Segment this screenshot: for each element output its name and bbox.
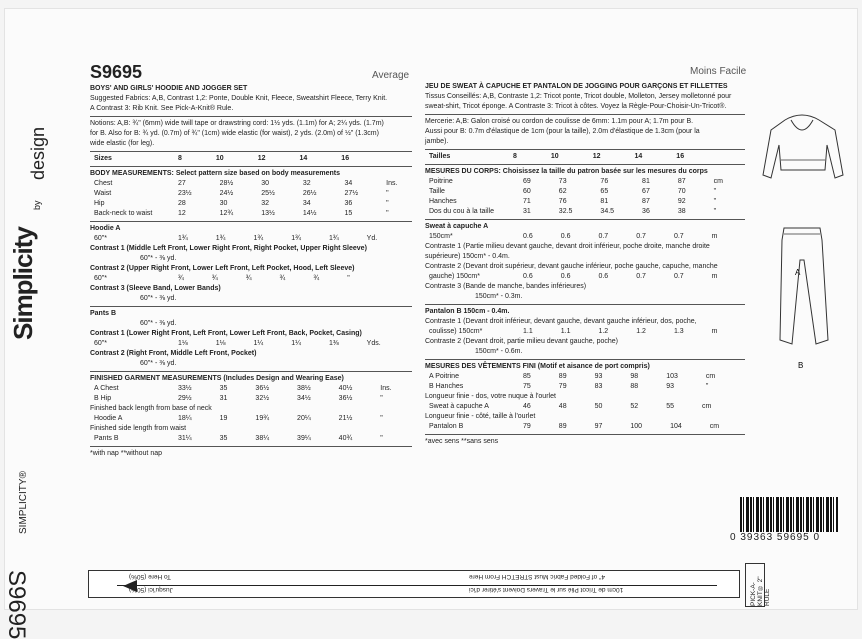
cell-value: 1¼ (291, 340, 301, 347)
cell-value: 0.7 (673, 273, 684, 280)
cell-value: 0.6 (598, 273, 609, 280)
cell-unit: " (713, 208, 717, 215)
cell-value: 13½ (261, 210, 275, 217)
back-length-label: Finished back length from base of neck (90, 405, 212, 412)
cell-value: 31 (523, 208, 531, 215)
row-label: Hoodie A (94, 415, 123, 422)
cell-value: 14½ (302, 210, 317, 217)
cell-value: 36 (344, 200, 353, 207)
cell-value: 40½ (338, 385, 353, 392)
row-label: B Hanches (429, 383, 464, 390)
contrast-2-pants-amount: 60"* - ⅜ yd. (140, 360, 177, 367)
table-row (425, 187, 727, 197)
fr-contrast-3b: 150cm* - 0.3m. (475, 293, 523, 300)
cell-value: 1.2 (598, 328, 609, 335)
taille-14: 14 (634, 153, 643, 160)
cell-value: 19¾ (255, 415, 270, 422)
french-notions: Mercerie: A,B: Galon croisé ou cordon de coulisse de 6mm: 1.1m pour A; 1.7m pour B. (425, 118, 694, 125)
french-nap-note: *avec sens **sans sens (425, 438, 499, 445)
fr-pant-contrast-1: Contraste 1 (Devant droit inférieur, devant gauche, devant gauche inférieur, dos, poche, (425, 318, 697, 325)
cell-value: 24½ (219, 190, 234, 197)
cell-value: 87 (677, 178, 686, 185)
cell-value: 70 (677, 188, 686, 195)
cell-unit: " (386, 190, 389, 197)
fr-contrast-1b: supérieure) 150cm* - 0.4m. (425, 253, 510, 260)
size-12: 12 (257, 155, 266, 162)
cell-value: 1⅜ (328, 340, 339, 347)
cell-value: 18¼ (178, 415, 192, 422)
cell-value: ¾ (313, 275, 320, 282)
table-row (425, 207, 727, 217)
cell-value: 85 (523, 373, 531, 380)
nap-note: *with nap **without nap (90, 450, 162, 457)
cell-value: ¾ (245, 275, 252, 282)
size-16: 16 (341, 155, 350, 162)
cell-value: 1⅛ (178, 340, 188, 347)
brand-small: SIMPLICITY® (18, 471, 29, 534)
pants-heading: Pants B (90, 310, 117, 317)
table-row (90, 274, 354, 284)
table-row (425, 177, 727, 187)
cell-unit: " (386, 210, 389, 217)
fr-pant-contrast-2b: 150cm* - 0.6m. (475, 348, 523, 355)
cell-value: ¾ (178, 275, 184, 282)
cell-value: 36½ (338, 395, 353, 402)
french-column (425, 82, 745, 447)
cell-value: 100 (630, 423, 643, 430)
cell-value: 1¾ (178, 235, 188, 242)
french-size-table (425, 152, 688, 162)
cell-value: 30 (261, 180, 270, 187)
fabrics-2: A Contrast 3: Rib Knit. See Pick-A-Knit® Rule. (90, 105, 234, 112)
cell-value: 40¾ (338, 435, 353, 442)
cell-value: ¾ (279, 275, 286, 282)
french-fabrics: Tissus Conseillés: A,B, Contraste 1,2: Tricot ponte, Tricot double, Molleton, Jersey molletonné pour (425, 93, 732, 100)
rule-label (745, 563, 771, 607)
cell-value: 0.6 (523, 233, 533, 240)
sizes-label: Sizes (94, 155, 112, 162)
cell-unit: m (711, 273, 718, 280)
french-body-head: MESURES DU CORPS: Choisissez la taille du patron basée sur les mesures du corps (425, 168, 708, 175)
table-row (90, 209, 401, 219)
taille-16: 16 (676, 153, 685, 160)
cell-value: 79 (523, 423, 531, 430)
cell-value: 1.1 (523, 328, 533, 335)
pick-a-knit-rule (88, 570, 740, 598)
table-row (90, 434, 387, 444)
row-label: Hip (94, 200, 105, 207)
cell-value: 81 (642, 178, 650, 185)
cell-value: 1¾ (291, 235, 301, 242)
brand-strip (3, 126, 58, 639)
cell-value: 36 (642, 208, 650, 215)
cell-value: 30 (219, 200, 228, 207)
barcode-number: 0 39363 59695 0 (730, 532, 821, 543)
sweat-heading: Sweat à capuche A (425, 223, 489, 230)
cell-value: 20¼ (297, 415, 311, 422)
cell-value: 55 (666, 403, 674, 410)
cell-value: 38½ (297, 385, 311, 392)
cell-value: ¾ (211, 275, 218, 282)
row-label: 60"* (94, 340, 107, 347)
french-notions-3: jambe). (425, 138, 449, 145)
cell-unit: Ins. (386, 180, 398, 187)
cell-unit: cm (705, 373, 716, 380)
barcode (740, 497, 838, 532)
row-label: Taille (429, 188, 445, 195)
cell-value: 32½ (255, 395, 270, 402)
cell-value: 31 (219, 395, 228, 402)
table-row (90, 414, 387, 424)
rule-to-here: To Here (50%) (129, 573, 171, 580)
cell-unit: " (386, 200, 389, 207)
cell-unit: m (711, 233, 718, 240)
row-label: Hanches (429, 198, 457, 205)
figure-a-label: A (795, 268, 801, 277)
cell-value: 28½ (219, 180, 234, 187)
row-label: Pants B (94, 435, 119, 442)
cell-value: 98 (630, 373, 639, 380)
cell-value: 93 (594, 373, 603, 380)
table-row (425, 422, 723, 432)
english-size-table (90, 154, 361, 164)
cell-value: 89 (558, 373, 567, 380)
brand-design: design (28, 126, 48, 180)
row-label: A Poitrine (429, 373, 459, 380)
cell-value: 33½ (178, 385, 192, 392)
cell-value: 1¾ (328, 235, 339, 242)
cell-value: 75 (523, 383, 531, 390)
table-row (90, 179, 401, 189)
fr-contrast-1: Contraste 1 (Partie milieu devant gauche, devant droit inférieur, poche droite, manche droite (425, 243, 710, 250)
cell-value: 34 (302, 200, 311, 207)
row-label: Dos du cou à la taille (429, 208, 494, 215)
cell-value: 28 (178, 200, 186, 207)
cell-value: 1⅛ (215, 340, 226, 347)
cell-unit: m (711, 328, 718, 335)
cell-unit: " (380, 395, 383, 402)
french-finished-head: MESURES DES VÊTEMENTS FINI (Motif et aisance de port compris) (425, 363, 650, 370)
cell-value: 104 (670, 423, 682, 430)
fr-contrast-2: Contraste 2 (Devant droit supérieur, devant gauche inférieur, poche gauche, capuche, manche (425, 263, 718, 270)
cell-value: 62 (558, 188, 567, 195)
pattern-number: S9695 (90, 62, 143, 82)
cell-value: 1¾ (215, 235, 226, 242)
row-label: Sweat à capuche A (429, 403, 489, 410)
cell-unit: Yd. (366, 235, 378, 242)
row-label: 60"* (94, 275, 107, 282)
row-label: B Hip (94, 395, 112, 402)
rule-label-text: PICK-A-KNIT® 2" RULE (750, 576, 771, 606)
table-row (425, 197, 727, 207)
row-label: gauche) 150cm* (429, 273, 480, 280)
cell-unit: Yds. (366, 340, 381, 347)
cell-value: 76 (600, 178, 609, 185)
contrast-1-pants: Contrast 1 (Lower Right Front, Left Front, Lower Left Front, Back, Pocket, Casing) (90, 330, 362, 337)
french-notions-2: Aussi pour B: 0.7m d'élastique de 1cm (pour la taille), 2.0m d'élastique de 1.3cm (pour la (425, 128, 700, 135)
cell-value: 0.7 (636, 233, 646, 240)
cell-unit: cm (713, 178, 723, 185)
cell-value: 38 (677, 208, 686, 215)
cell-value: 35 (219, 385, 228, 392)
rule-text-fr: 10cm de Tricot Plié sur le Travers Doivent s'étirer d'ici (469, 586, 624, 593)
table-row (425, 272, 722, 282)
cell-value: 0.7 (673, 233, 684, 240)
cell-value: 50 (594, 403, 603, 410)
cell-value: 67 (642, 188, 650, 195)
subtitle: BOYS' AND GIRLS' HOODIE AND JOGGER SET (90, 85, 248, 92)
table-row (90, 384, 396, 394)
cell-value: 27½ (344, 190, 359, 197)
notions-2: for B. Also for B: ¾ yd. (0.7m) of ¾" (1cm) wide elastic (for waist), 2 yds. (2.0m) of ½" (1.3cm) (90, 130, 379, 137)
row-label: Poitrine (429, 178, 453, 185)
cell-value: 12 (178, 210, 186, 217)
cell-value: 0.7 (636, 273, 646, 280)
cell-value: 32 (302, 180, 311, 187)
cell-value: 25½ (261, 190, 275, 197)
cell-value: 93 (666, 383, 674, 390)
brand-number: S9695 (3, 570, 30, 639)
taille-10: 10 (550, 153, 559, 160)
cell-value: 34 (344, 180, 353, 187)
fr-side-length: Longueur finie - côté, taille à l'ourlet (425, 413, 536, 420)
finished-head: FINISHED GARMENT MEASUREMENTS (Includes Design and Wearing Ease) (90, 375, 344, 382)
cell-value: 60 (523, 188, 531, 195)
cell-value: 83 (594, 383, 603, 390)
cell-value: 19 (219, 415, 228, 422)
cell-unit: " (713, 198, 717, 205)
cell-value: 1.1 (560, 328, 571, 335)
cell-unit: " (380, 435, 383, 442)
cell-value: 32 (261, 200, 270, 207)
cell-value: 21½ (338, 415, 353, 422)
cell-value: 1.3 (673, 328, 684, 335)
brand-logo: Simplicity (8, 227, 38, 340)
cell-unit: " (380, 415, 383, 422)
cell-value: 97 (594, 423, 603, 430)
brand-by: by (32, 200, 42, 210)
cell-value: 27 (178, 180, 186, 187)
hoodie-heading: Hoodie A (90, 225, 121, 232)
cell-unit: Ins. (380, 385, 392, 392)
tailles-label: Tailles (429, 153, 451, 160)
cell-value: 32.5 (558, 208, 573, 215)
fr-pant-contrast-2: Contraste 2 (Devant droit, partie milieu devant gauche, poche) (425, 338, 618, 345)
row-label: 150cm* (429, 233, 453, 240)
size-8: 8 (178, 155, 182, 162)
cell-value: 39¼ (297, 435, 311, 442)
cell-value: 65 (600, 188, 609, 195)
row-label: Chest (94, 180, 113, 187)
cell-value: 36½ (255, 385, 270, 392)
cell-value: 92 (677, 198, 686, 205)
cell-value: 31¼ (178, 435, 192, 442)
cell-value: 52 (630, 403, 639, 410)
cell-value: 79 (558, 383, 567, 390)
cell-value: 23½ (178, 190, 192, 197)
row-label: Back-neck to waist (94, 210, 153, 217)
row-label: A Chest (94, 385, 119, 392)
side-length-label: Finished side length from waist (90, 425, 187, 432)
french-fabrics-2: sweat-shirt, Tricot éponge. A Contraste 3: Tricot à côtes. Voyez la Règle-Pour-Choisir-Un-Tricot®. (425, 103, 727, 110)
taille-12: 12 (592, 153, 601, 160)
cell-value: 0.6 (560, 233, 571, 240)
body-measurements-head: BODY MEASUREMENTS: Select pattern size based on body measurements (90, 170, 340, 177)
cell-unit: " (347, 275, 350, 282)
table-row (425, 232, 722, 242)
cell-value: 1¼ (253, 340, 264, 347)
table-row (425, 402, 715, 412)
cell-value: 48 (558, 403, 567, 410)
cell-value: 35 (219, 435, 228, 442)
cell-value: 46 (523, 403, 531, 410)
table-row (425, 372, 719, 382)
rule-text-en: 4" of Folded Fabric Must STRETCH From Here (469, 573, 605, 580)
cell-value: 34½ (297, 395, 311, 402)
french-title: JEU DE SWEAT À CAPUCHE ET PANTALON DE JOGGING POUR GARÇONS ET FILLETTES (425, 83, 728, 90)
contrast-2-hoodie: Contrast 2 (Upper Right Front, Lower Left Front, Left Pocket, Hood, Left Sleeve) (90, 265, 355, 272)
pants-illustration (770, 220, 840, 370)
notions-3: wide elastic (for leg). (90, 140, 155, 147)
cell-value: 0.7 (598, 233, 609, 240)
cell-unit: " (713, 188, 717, 195)
cell-value: 88 (630, 383, 639, 390)
cell-value: 89 (558, 423, 567, 430)
cell-value: 71 (523, 198, 531, 205)
cell-value: 0.6 (523, 273, 533, 280)
contrast-2-pants: Contrast 2 (Right Front, Middle Left Front, Pocket) (90, 350, 257, 357)
cell-value: 38¼ (255, 435, 270, 442)
fr-back-length: Longueur finie - dos, votre nuque à l'ourlet (425, 393, 556, 400)
cell-value: 73 (558, 178, 567, 185)
table-row (90, 234, 381, 244)
cell-value: 1¾ (253, 235, 264, 242)
cell-value: 12¾ (219, 210, 234, 217)
taille-8: 8 (513, 153, 517, 160)
cell-unit: cm (709, 423, 720, 430)
contrast-1-hoodie-amount: 60"* - ⅜ yd. (140, 255, 177, 262)
cell-unit: cm (701, 403, 712, 410)
cell-value: 0.6 (560, 273, 571, 280)
cell-value: 81 (600, 198, 609, 205)
table-row (90, 394, 396, 404)
cell-value: 76 (558, 198, 567, 205)
contrast-3-hoodie-amount: 60"* - ⅜ yd. (140, 295, 177, 302)
table-row (90, 189, 401, 199)
fabrics: Suggested Fabrics: A,B, Contrast 1,2: Ponte, Double Knit, Fleece, Sweatshirt Fleece, Terry Knit. (90, 95, 388, 102)
size-14: 14 (299, 155, 308, 162)
table-row (90, 199, 401, 209)
rule-jusquici: Jusqu'ici (50%) (129, 586, 173, 593)
cell-unit: " (705, 383, 709, 390)
row-label: Pantalon B (429, 423, 464, 430)
row-label: Waist (94, 190, 112, 197)
figure-b-label: B (798, 361, 804, 370)
contrast-3-hoodie: Contrast 3 (Sleeve Band, Lower Bands) (90, 285, 221, 292)
niveau: Moins Facile (690, 66, 747, 77)
cell-value: 34.5 (600, 208, 615, 215)
contrast-1-hoodie: Contrast 1 (Middle Left Front, Lower Right Front, Right Pocket, Upper Right Sleeve) (90, 245, 367, 252)
table-row (90, 339, 385, 349)
cell-value: 1.2 (636, 328, 646, 335)
cell-value: 103 (666, 373, 678, 380)
cell-value: 29½ (178, 395, 192, 402)
cell-value: 26½ (302, 190, 317, 197)
table-row (425, 382, 719, 392)
pantalon-heading: Pantalon B 150cm - 0.4m. (425, 308, 510, 315)
size-10: 10 (215, 155, 224, 162)
body-measurements-table (90, 179, 401, 219)
cell-value: 87 (642, 198, 650, 205)
english-column (90, 84, 412, 459)
row-label: coulisse) 150cm* (429, 328, 483, 335)
cell-value: 15 (344, 210, 353, 217)
difficulty-level: Average (372, 70, 410, 81)
cell-value: 69 (523, 178, 531, 185)
pants-amount: 60"* - ⅜ yd. (140, 320, 177, 327)
table-row (425, 327, 722, 337)
notions: Notions: A,B: ¾" (6mm) wide twill tape or drawstring cord: 1½ yds. (1.1m) for A; 2¼ yds. (1.7m) (90, 120, 384, 127)
fr-contrast-3: Contraste 3 (Bande de manche, bandes inférieures) (425, 283, 587, 290)
row-label: 60"* (94, 235, 107, 242)
